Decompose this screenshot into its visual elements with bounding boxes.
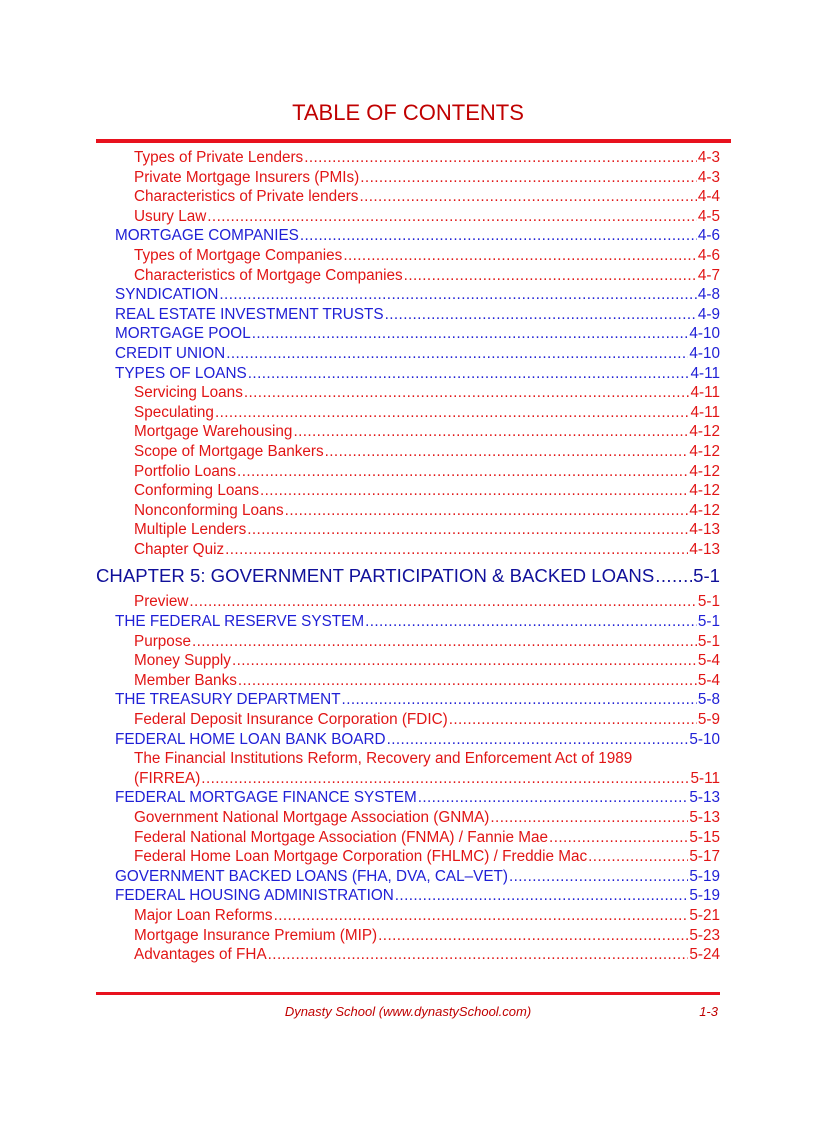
toc-leader-dots [449,710,697,730]
toc-leader-dots [189,592,696,612]
toc-entry-page: 5-8 [697,691,720,709]
toc-entry-page: 4-7 [697,266,720,284]
toc-leader-dots [285,501,689,521]
toc-entry-label: Mortgage Warehousing [134,423,293,441]
toc-entry-label: (FIRREA) [134,769,201,787]
toc-entry-page: 5-19 [689,867,720,885]
toc-entry-page: 5-1 [697,593,720,611]
toc-entry-label: Private Mortgage Insurers (PMIs) [134,168,360,186]
toc-leader-dots [359,187,696,207]
toc-entry[interactable] [96,926,720,946]
toc-entry-label: THE TREASURY DEPARTMENT [115,691,341,709]
toc-leader-dots [549,828,688,848]
toc-entry[interactable] [96,344,720,364]
toc-entry-page: 5-1 [697,632,720,650]
toc-entry-page: 4-9 [697,305,720,323]
toc-leader-dots [232,651,697,671]
toc-entry-label: TYPES OF LOANS [115,364,247,382]
toc-entry-page: 4-4 [697,188,720,206]
toc-entry[interactable] [96,867,720,887]
toc-entry-page: 5-9 [697,711,720,729]
toc-entry[interactable] [96,520,720,540]
toc-entry[interactable] [96,246,720,266]
toc-entry-page: 4-11 [690,403,720,421]
toc-leader-dots [219,285,696,305]
toc-entry-label: Scope of Mortgage Bankers [134,442,324,460]
toc-entry-page: 5-21 [689,906,720,924]
toc-entry-page: 4-6 [697,227,720,245]
toc-leader-dots [490,808,688,828]
toc-entry-page: 4-13 [689,540,720,558]
toc-entry[interactable] [96,305,720,325]
toc-entry[interactable] [96,886,720,906]
toc-entry-page: 4-11 [690,384,720,402]
toc-entry[interactable] [96,422,720,442]
toc-leader-dots [360,168,697,188]
toc-entry-page: 4-10 [689,325,720,343]
toc-entry-label: Federal National Mortgage Association (FNMA) / Fannie Mae [134,828,549,846]
toc-entry-label: Money Supply [134,652,231,670]
toc-entry-page: 5-1 [693,565,720,587]
toc-entry-page: 5-13 [689,789,720,807]
toc-entry[interactable] [96,730,720,750]
toc-entry[interactable] [96,710,720,730]
toc-entry-page: 4-12 [689,442,720,460]
toc-leader-dots [387,730,689,750]
toc-entry-label: FEDERAL HOME LOAN BANK BOARD [115,730,386,748]
toc-entry[interactable] [96,769,720,789]
toc-leader-dots [395,886,689,906]
toc-leader-dots [244,383,690,403]
toc-entry[interactable] [96,592,720,612]
toc-entry-page: 5-15 [689,828,720,846]
toc-entry-page: 5-13 [689,809,720,826]
toc-entry-page: 5-1 [697,613,720,631]
toc-entry[interactable] [96,383,720,403]
toc-entry-page: 4-13 [689,521,720,539]
toc-entry[interactable] [96,906,720,926]
toc-entry-label: Multiple Lenders [134,521,247,539]
toc-leader-dots [588,847,688,867]
toc-entry-label: CHAPTER 5: GOVERNMENT PARTICIPATION & BACKED LOANS [96,565,655,587]
toc-entry[interactable] [96,462,720,482]
toc-entry[interactable] [96,671,720,691]
toc-entry[interactable] [96,632,720,652]
toc-entry[interactable] [96,828,720,848]
toc-entry-label: THE FEDERAL RESERVE SYSTEM [115,613,365,631]
toc-entry-label: Federal Deposit Insurance Corporation (FDIC) [134,711,448,729]
toc-entry-label: Characteristics of Mortgage Companies [134,266,403,284]
top-rule [96,139,731,143]
toc-entry[interactable] [96,187,720,207]
toc-entry-page: 4-12 [689,462,720,480]
footer-source: Dynasty School (www.dynastySchool.com) [284,1004,532,1019]
toc-entry-page: 4-6 [697,246,720,264]
toc-entry[interactable] [96,285,720,305]
toc-entry-page: 4-12 [689,423,720,441]
toc-leader-dots [268,945,689,965]
toc-entry[interactable] [96,324,720,344]
toc-entry-label: Mortgage Insurance Premium (MIP) [134,926,378,944]
toc-entry[interactable] [96,168,720,188]
toc-entry[interactable] [96,226,720,246]
toc-entry-label: FEDERAL HOUSING ADMINISTRATION [115,887,394,905]
toc-entry[interactable] [96,788,720,808]
toc-chapter-heading[interactable] [96,564,720,588]
toc-leader-dots [365,612,697,632]
toc-entry-page: 4-3 [697,149,720,166]
toc-entry-label: SYNDICATION [115,286,219,304]
toc-entry[interactable] [96,148,720,168]
toc-entry-page: 4-12 [689,482,720,500]
toc-entry-label: Preview [134,593,189,611]
toc-leader-dots [342,690,697,710]
toc-entry-label: Purpose [134,632,191,650]
toc-entry[interactable] [96,945,720,965]
toc-entry[interactable] [96,266,720,286]
toc-entry-label: Chapter Quiz [134,540,225,558]
toc-entry-label: Nonconforming Loans [134,501,284,519]
toc-entry[interactable] [96,808,720,828]
toc-leader-dots [248,364,690,384]
toc-leader-dots [418,788,689,808]
toc-entry[interactable] [96,690,720,710]
toc-entry[interactable] [96,501,720,521]
toc-leader-dots [207,207,697,227]
toc-entry-page: 4-12 [689,501,720,519]
toc-entry-page: 4-5 [697,207,720,225]
toc-entry-label: Advantages of FHA [134,946,267,964]
toc-entry-label: Government National Mortgage Association (GNMA) [134,809,490,826]
toc-leader-dots [655,564,692,588]
toc-entry-label: Major Loan Reforms [134,906,273,924]
toc-entry-label: MORTGAGE COMPANIES [115,227,299,245]
toc-entry-label: Federal Home Loan Mortgage Corporation (FHLMC) / Freddie Mac [134,848,588,866]
toc-leader-dots [274,906,689,926]
toc-entry-label: Usury Law [134,207,207,225]
toc-entry-label: Member Banks [134,671,237,689]
toc-leader-dots [247,520,688,540]
toc-entry[interactable] [96,612,720,632]
toc-entry-label: Servicing Loans [134,384,243,402]
toc-entry[interactable] [96,403,720,423]
toc-entry[interactable] [96,481,720,501]
toc-leader-dots [378,926,688,946]
toc-leader-dots [237,462,688,482]
toc-entry[interactable] [96,207,720,227]
toc-leader-dots [509,867,688,887]
toc-leader-dots [252,324,689,344]
toc-leader-dots [225,540,688,560]
toc-entry[interactable] [96,749,720,769]
toc-entry-page: 5-11 [690,769,720,787]
toc-entry[interactable] [96,651,720,671]
toc-entry-label: Types of Private Lenders [134,149,304,166]
toc-entry[interactable] [96,364,720,384]
toc-entry-label: Portfolio Loans [134,462,237,480]
toc-entry-label: Characteristics of Private lenders [134,188,359,206]
toc-leader-dots [260,481,688,501]
toc-entry-label: REAL ESTATE INVESTMENT TRUSTS [115,305,384,323]
toc-entry-label: FEDERAL MORTGAGE FINANCE SYSTEM [115,789,417,807]
toc-entry-page: 5-17 [689,848,720,866]
toc-entry-page: 5-23 [689,926,720,944]
toc-entry-label: MORTGAGE POOL [115,325,251,343]
toc-leader-dots [300,226,697,246]
toc-entry-page: 5-19 [689,887,720,905]
toc-entry-label: GOVERNMENT BACKED LOANS (FHA, DVA, CAL–VET) [115,867,508,885]
toc-leader-dots [238,671,697,691]
toc-leader-dots [293,422,688,442]
table-of-contents [96,148,720,965]
toc-entry[interactable] [96,442,720,462]
toc-entry-page: 4-8 [697,286,720,304]
toc-entry[interactable] [96,540,720,560]
toc-leader-dots [192,632,697,652]
toc-entry-label: Speculating [134,403,214,421]
toc-entry-page: 5-4 [697,671,720,689]
toc-entry-page: 4-3 [697,168,720,186]
toc-entry-page: 4-11 [690,364,720,382]
toc-leader-dots [325,442,689,462]
toc-leader-dots [343,246,697,266]
toc-entry-label: Types of Mortgage Companies [134,246,343,264]
bottom-rule [96,992,720,995]
toc-leader-dots [404,266,697,286]
toc-entry-page: 5-10 [689,730,720,748]
toc-leader-dots [385,305,697,325]
toc-leader-dots [201,769,689,789]
toc-leader-dots [304,148,697,168]
page-title: TABLE OF CONTENTS [292,100,524,125]
toc-entry-page: 4-10 [689,344,720,362]
toc-entry-label: Conforming Loans [134,482,259,500]
toc-leader-dots [215,403,690,423]
toc-entry-page: 5-4 [697,652,720,670]
toc-leader-dots [226,344,688,364]
toc-entry[interactable] [96,847,720,867]
footer-page-number: 1-3 [699,1004,718,1019]
toc-entry-label: The Financial Institutions Reform, Recovery and Enforcement Act of 1989 [134,750,633,768]
toc-entry-page: 5-24 [689,946,720,964]
toc-entry-label: CREDIT UNION [115,344,226,362]
